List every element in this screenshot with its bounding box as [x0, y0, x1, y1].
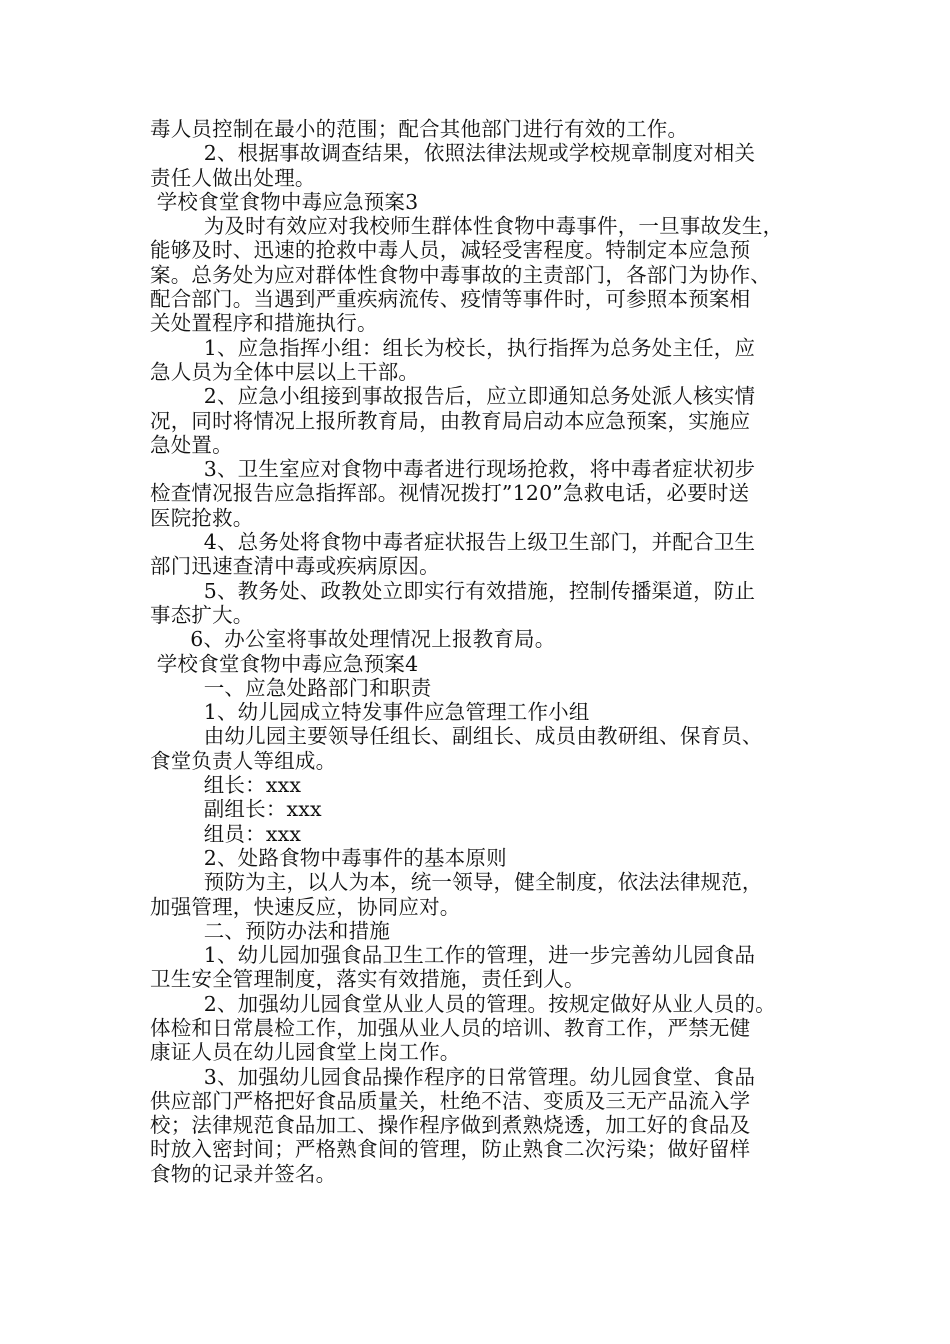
- document-body: [150, 117, 810, 1186]
- section-heading: 学校食堂食物中毒应急预案3: [150, 189, 419, 214]
- text-line: 为及时有效应对我校师生群体性食物中毒事件，一旦事故发生，: [150, 214, 784, 239]
- text-line: 食堂负责人等组成。: [150, 748, 337, 773]
- text-line: 供应部门严格把好食品质量关，杜绝不洁、变质及三无产品流入学: [150, 1088, 751, 1113]
- text-line: 时放入密封间；严格熟食间的管理，防止熟食二次污染；做好留样: [150, 1137, 751, 1162]
- text-line: 卫生安全管理制度，落实有效措施，责任到人。: [150, 967, 585, 992]
- text-line: 副组长：xxx: [150, 797, 322, 822]
- text-line: 责任人做出处理。: [150, 165, 316, 190]
- text-line: 体检和日常晨检工作，加强从业人员的培训、教育工作，严禁无健: [150, 1015, 751, 1040]
- text-line: 6、办公室将事故处理情况上报教育局。: [150, 627, 556, 652]
- text-line: 由幼儿园主要领导任组长、副组长、成员由教研组、保育员、: [150, 724, 763, 749]
- text-line: 组员：xxx: [150, 821, 302, 846]
- text-line: 一、应急处路部门和职责: [150, 675, 432, 700]
- text-line: 事态扩大。: [150, 602, 254, 627]
- text-line: 组长：xxx: [150, 773, 302, 798]
- text-line: 能够及时、迅速的抢救中毒人员，减轻受害程度。特制定本应急预: [150, 238, 751, 263]
- text-line: 部门迅速查清中毒或疾病原因。: [150, 554, 440, 579]
- section-heading: 学校食堂食物中毒应急预案4: [150, 651, 419, 676]
- text-line: 2、加强幼儿园食堂从业人员的管理。按规定做好从业人员的。: [150, 991, 776, 1016]
- text-line: 预防为主，以人为本，统一领导，健全制度，依法法律规范，: [150, 870, 763, 895]
- text-line: 关处置程序和措施执行。: [150, 311, 378, 336]
- text-line: 2、根据事故调查结果，依照法律法规或学校规章制度对相关: [150, 141, 756, 166]
- text-line: 急处置。: [150, 432, 233, 457]
- text-line: 2、应急小组接到事故报告后，应立即通知总务处派人核实情: [150, 384, 756, 409]
- text-line: 4、总务处将食物中毒者症状报告上级卫生部门，并配合卫生: [150, 530, 756, 555]
- text-line: 加强管理，快速反应，协同应对。: [150, 894, 461, 919]
- text-line: 急人员为全体中层以上干部。: [150, 359, 420, 384]
- text-line: 2、处路食物中毒事件的基本原则: [150, 845, 507, 870]
- text-line: 3、加强幼儿园食品操作程序的日常管理。幼儿园食堂、食品: [150, 1064, 756, 1089]
- text-line: 1、幼儿园加强食品卫生工作的管理，进一步完善幼儿园食品: [150, 943, 756, 968]
- text-line: 况，同时将情况上报所教育局，由教育局启动本应急预案，实施应: [150, 408, 751, 433]
- text-line: 校；法律规范食品加工、操作程序做到煮熟烧透，加工好的食品及: [150, 1113, 751, 1138]
- text-line: 1、应急指挥小组：组长为校长，执行指挥为总务处主任，应: [150, 335, 756, 360]
- text-line: 配合部门。当遇到严重疾病流传、疫情等事件时，可参照本预案相: [150, 287, 751, 312]
- text-line: 二、预防办法和措施: [150, 918, 391, 943]
- text-line: 5、教务处、政教处立即实行有效措施，控制传播渠道，防止: [150, 578, 756, 603]
- text-line: 案。总务处为应对群体性食物中毒事故的主责部门，各部门为协作、: [150, 262, 771, 287]
- text-line: 医院抢救。: [150, 505, 254, 530]
- text-line: 1、幼儿园成立特发事件应急管理工作小组: [150, 700, 590, 725]
- text-line: 食物的记录并签名。: [150, 1161, 337, 1186]
- text-line: 康证人员在幼儿园食堂上岗工作。: [150, 1040, 461, 1065]
- text-line: 3、卫生室应对食物中毒者进行现场抢救，将中毒者症状初步: [150, 457, 756, 482]
- text-line: 毒人员控制在最小的范围；配合其他部门进行有效的工作。: [150, 117, 689, 141]
- text-line: 检查情况报告应急指挥部。视情况拨打”120”急救电话，必要时送: [150, 481, 750, 506]
